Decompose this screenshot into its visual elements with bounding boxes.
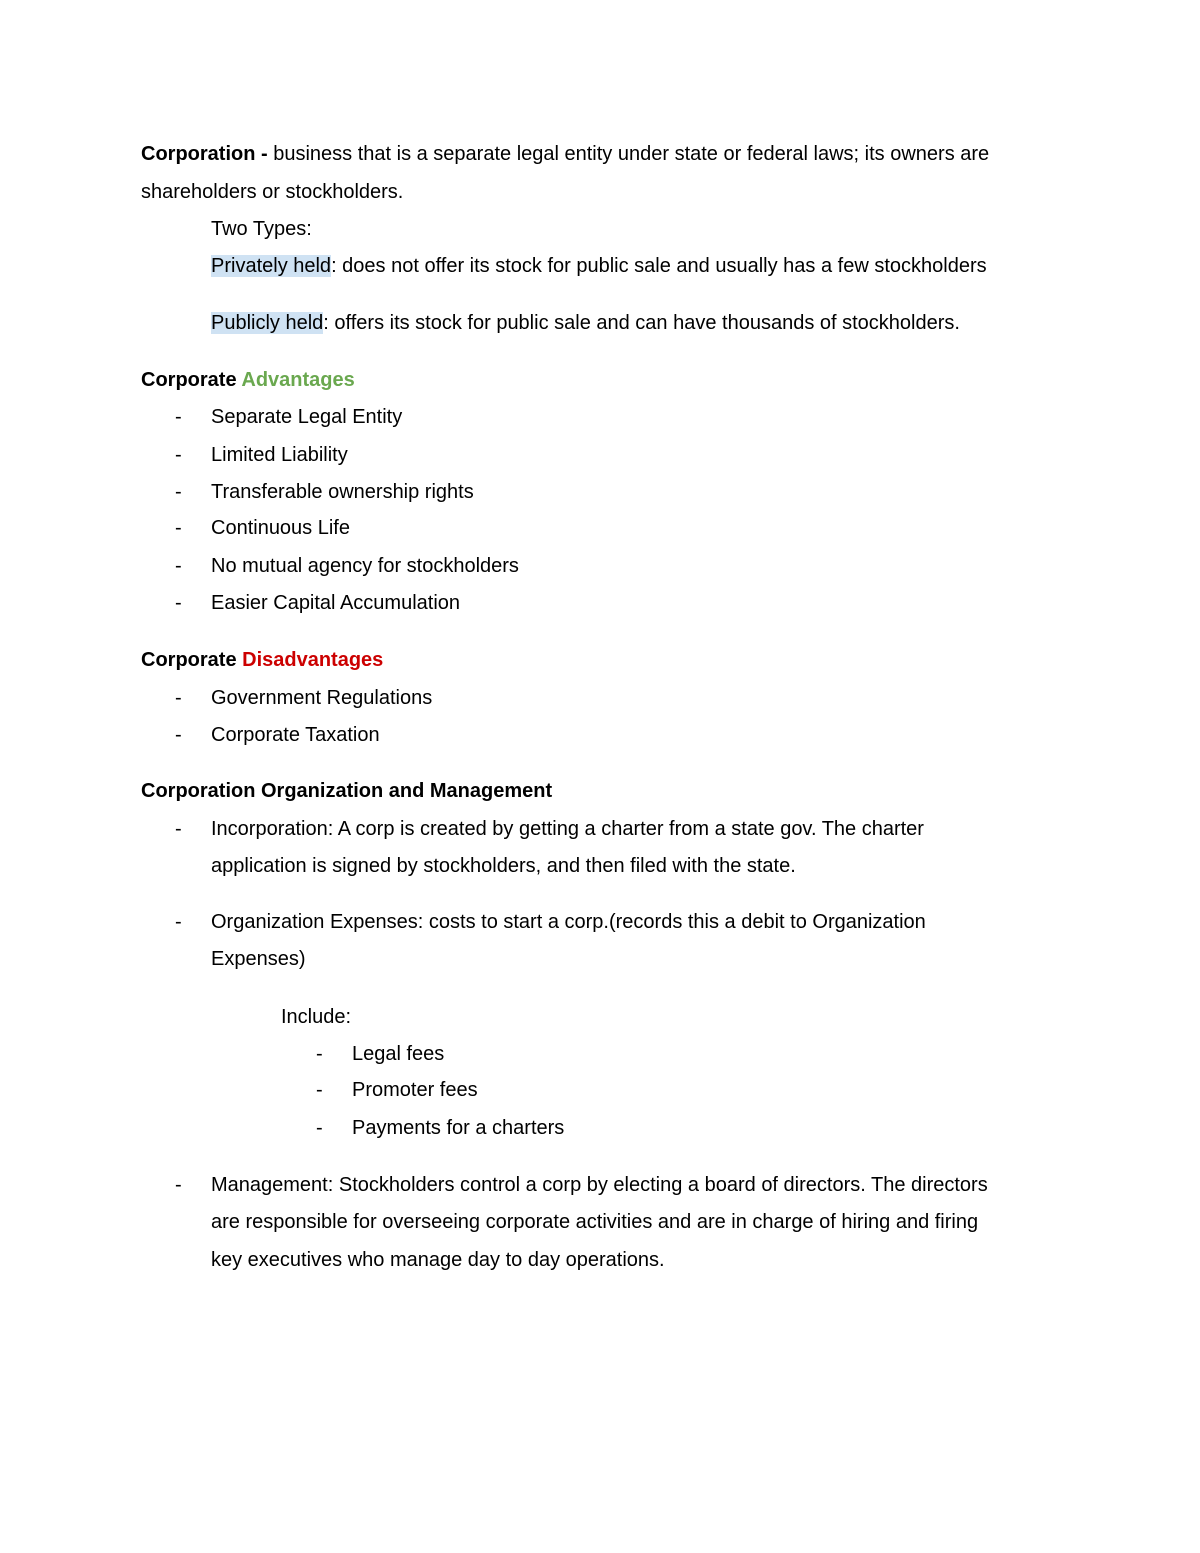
disadvantage-item: Government Regulations xyxy=(211,687,433,709)
bullet-dash: - xyxy=(175,555,182,577)
incorporation-line-1: Incorporation: A corp is created by getting a charter from a state gov. The charter xyxy=(211,818,924,840)
include-item: Payments for a charters xyxy=(352,1117,565,1139)
advantage-item: No mutual agency for stockholders xyxy=(211,555,519,577)
advantages-keyword: Advantages xyxy=(241,369,355,391)
bullet-dash: - xyxy=(316,1043,323,1065)
privately-held-definition: : does not offer its stock for public sale and usually has a few stockholders xyxy=(331,255,987,277)
publicly-held-term: Publicly held xyxy=(211,312,324,334)
bullet-dash: - xyxy=(175,1174,182,1196)
advantage-item: Limited Liability xyxy=(211,444,348,466)
publicly-held-line xyxy=(211,310,960,336)
organization-expenses-line-1: Organization Expenses: costs to start a corp.(records this a debit to Organization xyxy=(211,911,926,933)
include-label: Include: xyxy=(281,1006,352,1028)
include-item: Promoter fees xyxy=(352,1079,478,1101)
organization-heading: Corporation Organization and Management xyxy=(141,780,553,802)
two-types-label: Two Types: xyxy=(211,218,312,240)
privately-held-term: Privately held xyxy=(211,255,332,277)
management-line-3: key executives who manage day to day operations. xyxy=(211,1249,665,1271)
advantage-item: Separate Legal Entity xyxy=(211,406,403,428)
advantage-item: Easier Capital Accumulation xyxy=(211,592,461,614)
bullet-dash: - xyxy=(175,517,182,539)
advantage-item: Continuous Life xyxy=(211,517,350,539)
corporation-definition-line-2: shareholders or stockholders. xyxy=(141,181,404,203)
bullet-dash: - xyxy=(175,818,182,840)
bullet-dash: - xyxy=(316,1079,323,1101)
bullet-dash: - xyxy=(175,592,182,614)
bullet-dash: - xyxy=(175,444,182,466)
disadvantage-item: Corporate Taxation xyxy=(211,724,380,746)
include-item: Legal fees xyxy=(352,1043,445,1065)
bullet-dash: - xyxy=(175,687,182,709)
corporation-definition-text: business that is a separate legal entity under state or federal laws; its owners are xyxy=(267,143,990,165)
publicly-held-definition: : offers its stock for public sale and can have thousands of stockholders. xyxy=(323,312,960,334)
corporation-definition-line-1 xyxy=(141,141,989,167)
incorporation-line-2: application is signed by stockholders, and then filed with the state. xyxy=(211,855,796,877)
advantages-heading-prefix: Corporate xyxy=(141,369,242,391)
disadvantages-heading-prefix: Corporate xyxy=(141,649,243,671)
bullet-dash: - xyxy=(175,911,182,933)
advantage-item: Transferable ownership rights xyxy=(211,481,474,503)
management-line-1: Management: Stockholders control a corp by electing a board of directors. The directors xyxy=(211,1174,988,1196)
bullet-dash: - xyxy=(175,724,182,746)
corporation-term: Corporation - xyxy=(141,143,268,165)
management-line-2: are responsible for overseeing corporate activities and are in charge of hiring and firing xyxy=(211,1211,979,1233)
disadvantages-keyword: Disadvantages xyxy=(242,649,384,671)
privately-held-line xyxy=(211,253,987,279)
bullet-dash: - xyxy=(316,1117,323,1139)
organization-expenses-line-2: Expenses) xyxy=(211,948,306,970)
bullet-dash: - xyxy=(175,481,182,503)
bullet-dash: - xyxy=(175,406,182,428)
advantages-heading xyxy=(141,367,355,393)
disadvantages-heading xyxy=(141,647,383,673)
